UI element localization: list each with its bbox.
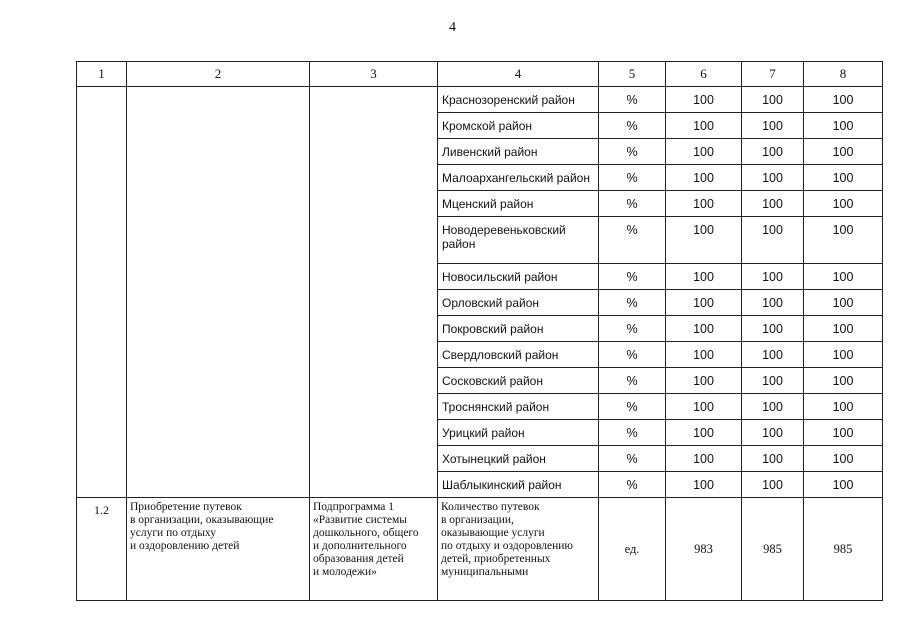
empty-cell-col-2 xyxy=(127,87,310,498)
unit-cell: % xyxy=(599,342,666,368)
value-col-6: 100 xyxy=(666,191,742,217)
unit-cell: % xyxy=(599,191,666,217)
value-col-7: 100 xyxy=(742,342,804,368)
value-col-6: 100 xyxy=(666,290,742,316)
value-col-6: 983 xyxy=(666,498,742,601)
indicator-line: Количество путевок xyxy=(441,501,540,513)
district-name: Новосильский район xyxy=(438,264,599,290)
indicator-line: детей, приобретенных xyxy=(441,553,551,565)
district-name: Троснянский район xyxy=(438,394,599,420)
value-col-6: 100 xyxy=(666,264,742,290)
district-name: Краснозоренский район xyxy=(438,87,599,113)
value-col-7: 100 xyxy=(742,87,804,113)
value-col-8: 100 xyxy=(804,472,883,498)
value-col-7: 100 xyxy=(742,264,804,290)
value-col-6: 100 xyxy=(666,113,742,139)
header-col-1: 1 xyxy=(77,62,127,87)
value-col-6: 100 xyxy=(666,165,742,191)
value-col-8: 100 xyxy=(804,290,883,316)
value-col-6: 100 xyxy=(666,316,742,342)
header-col-5: 5 xyxy=(599,62,666,87)
indicator-cell xyxy=(438,498,599,601)
measure-line: Приобретение путевок xyxy=(130,501,242,513)
measure-line: и оздоровлению детей xyxy=(130,540,240,552)
value-col-7: 100 xyxy=(742,217,804,264)
value-col-6: 100 xyxy=(666,368,742,394)
district-name: Свердловский район xyxy=(438,342,599,368)
value-col-8: 100 xyxy=(804,87,883,113)
value-col-7: 100 xyxy=(742,290,804,316)
program-line: «Развитие системы xyxy=(313,514,408,526)
header-col-7: 7 xyxy=(742,62,804,87)
unit-cell: % xyxy=(599,394,666,420)
page-number: 4 xyxy=(449,20,456,35)
unit-cell: % xyxy=(599,139,666,165)
value-col-7: 100 xyxy=(742,139,804,165)
value-col-8: 100 xyxy=(804,394,883,420)
value-col-6: 100 xyxy=(666,446,742,472)
unit-cell: ед. xyxy=(599,498,666,601)
program-line: образования детей xyxy=(313,553,404,565)
program-line: дошкольного, общего xyxy=(313,527,419,539)
value-col-7: 100 xyxy=(742,368,804,394)
value-col-8: 100 xyxy=(804,191,883,217)
district-name: Урицкий район xyxy=(438,420,599,446)
indicators-table xyxy=(76,61,883,601)
unit-cell: % xyxy=(599,87,666,113)
header-col-4: 4 xyxy=(438,62,599,87)
district-name: Новодеревеньковский район xyxy=(438,217,599,264)
empty-cell-col-1 xyxy=(77,87,127,498)
district-name: Орловский район xyxy=(438,290,599,316)
value-col-7: 100 xyxy=(742,472,804,498)
unit-cell: % xyxy=(599,217,666,264)
value-col-8: 985 xyxy=(804,498,883,601)
value-col-6: 100 xyxy=(666,472,742,498)
value-col-8: 100 xyxy=(804,139,883,165)
unit-cell: % xyxy=(599,368,666,394)
value-col-7: 100 xyxy=(742,165,804,191)
district-name: Шаблыкинский район xyxy=(438,472,599,498)
district-name: Сосковский район xyxy=(438,368,599,394)
unit-cell: % xyxy=(599,446,666,472)
value-col-7: 100 xyxy=(742,191,804,217)
district-name: Мценский район xyxy=(438,191,599,217)
unit-cell: % xyxy=(599,165,666,191)
value-col-8: 100 xyxy=(804,165,883,191)
empty-cell-col-3 xyxy=(310,87,438,498)
value-col-8: 100 xyxy=(804,217,883,264)
value-col-8: 100 xyxy=(804,446,883,472)
unit-cell: % xyxy=(599,290,666,316)
value-col-7: 985 xyxy=(742,498,804,601)
header-col-3: 3 xyxy=(310,62,438,87)
table-row xyxy=(77,87,883,113)
value-col-8: 100 xyxy=(804,420,883,446)
value-col-7: 100 xyxy=(742,446,804,472)
value-col-6: 100 xyxy=(666,394,742,420)
value-col-6: 100 xyxy=(666,420,742,446)
district-name: Кромской район xyxy=(438,113,599,139)
unit-cell: % xyxy=(599,472,666,498)
value-col-8: 100 xyxy=(804,316,883,342)
indicator-line: оказывающие услуги xyxy=(441,527,545,539)
unit-cell: % xyxy=(599,420,666,446)
value-col-6: 100 xyxy=(666,139,742,165)
unit-cell: % xyxy=(599,113,666,139)
program-cell xyxy=(310,498,438,601)
unit-cell: % xyxy=(599,316,666,342)
header-col-2: 2 xyxy=(127,62,310,87)
header-row xyxy=(77,62,883,87)
value-col-7: 100 xyxy=(742,113,804,139)
value-col-8: 100 xyxy=(804,368,883,394)
header-col-8: 8 xyxy=(804,62,883,87)
indicator-line: в организации, xyxy=(441,514,514,526)
indicator-line: муниципальными xyxy=(441,566,529,578)
value-col-6: 100 xyxy=(666,217,742,264)
measure-cell xyxy=(127,498,310,601)
district-name: Покровский район xyxy=(438,316,599,342)
district-name: Хотынецкий район xyxy=(438,446,599,472)
header-col-6: 6 xyxy=(666,62,742,87)
value-col-8: 100 xyxy=(804,264,883,290)
value-col-7: 100 xyxy=(742,394,804,420)
value-col-6: 100 xyxy=(666,342,742,368)
measure-line: услуги по отдыху xyxy=(130,527,216,539)
program-line: Подпрограмма 1 xyxy=(313,501,395,513)
value-col-7: 100 xyxy=(742,420,804,446)
value-col-6: 100 xyxy=(666,87,742,113)
value-col-8: 100 xyxy=(804,342,883,368)
program-line: и дополнительного xyxy=(313,540,407,552)
district-name: Ливенский район xyxy=(438,139,599,165)
item-index: 1.2 xyxy=(77,498,127,601)
value-col-8: 100 xyxy=(804,113,883,139)
measure-line: в организации, оказывающие xyxy=(130,514,274,526)
table-row-item xyxy=(77,498,883,601)
value-col-7: 100 xyxy=(742,316,804,342)
unit-cell: % xyxy=(599,264,666,290)
district-name: Малоархангельский район xyxy=(438,165,599,191)
indicator-line: по отдыху и оздоровлению xyxy=(441,540,574,552)
program-line: и молодежи» xyxy=(313,566,377,578)
